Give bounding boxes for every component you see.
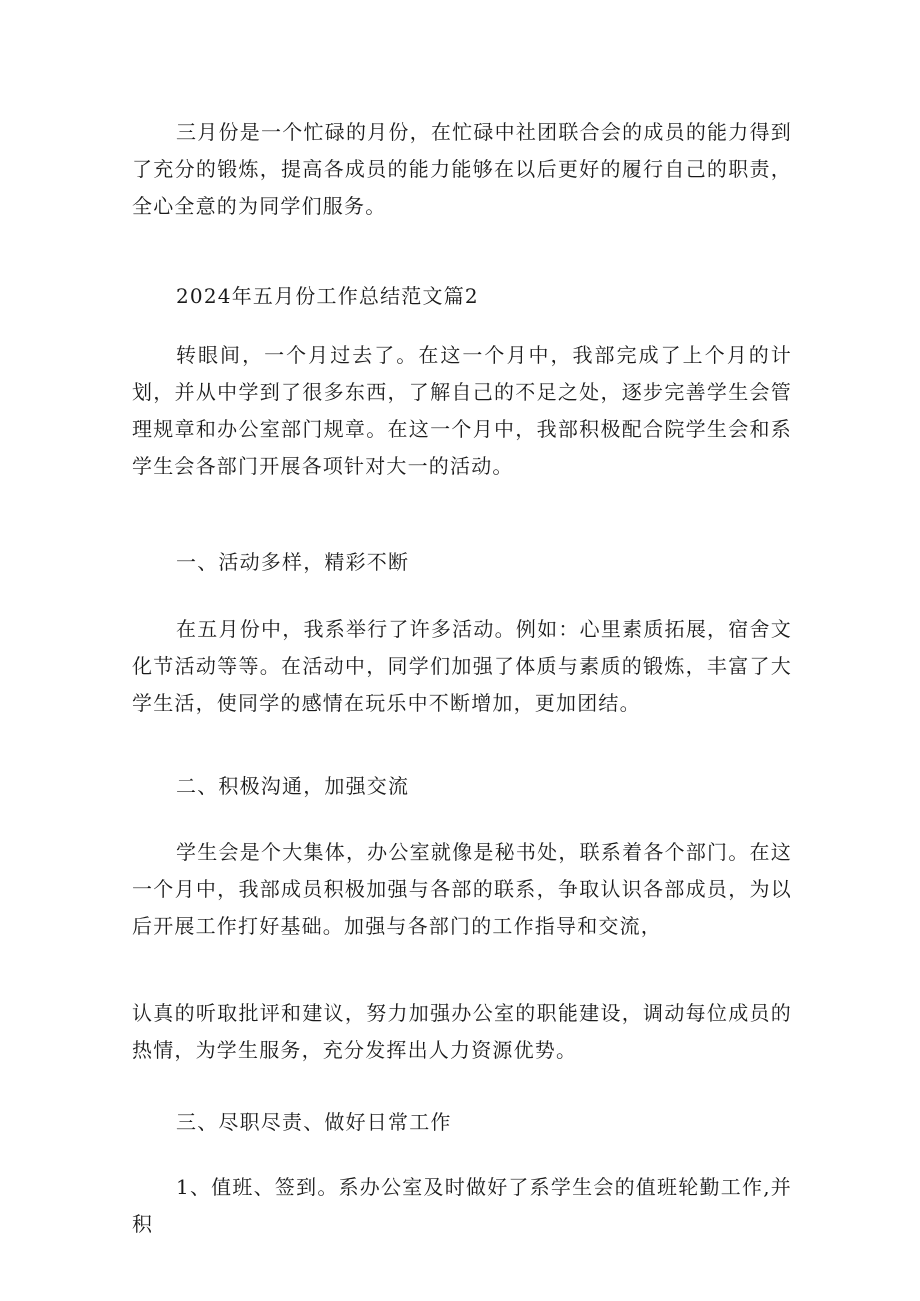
paragraph-march-summary: 三月份是一个忙碌的月份，在忙碌中社团联合会的成员的能力得到了充分的锻炼，提高各成员的能力能够在以后更好的履行自己的职责，全心全意的为同学们服务。 [132,120,792,218]
paragraph-duty-signin: 1、值班、签到。系办公室及时做好了系学生会的值班轮勤工作,并积 [132,1175,792,1236]
section-title-article-2: 2024年五月份工作总结范文篇2 [176,284,479,308]
paragraph-communication: 学生会是个大集体，办公室就像是秘书处，联系着各个部门。在这一个月中，我部成员积极加强与各部的联系，争取认识各部成员，为以后开展工作打好基础。加强与各部门的工作指导和交流， [132,840,792,938]
heading-daily-work: 三、尽职尽责、做好日常工作 [176,1110,452,1134]
heading-activities: 一、活动多样，精彩不断 [176,550,410,574]
heading-communication: 二、积极沟通，加强交流 [176,774,410,798]
paragraph-month-overview: 转眼间，一个月过去了。在这一个月中，我部完成了上个月的计划，并从中学到了很多东西，了解自己的不足之处，逐步完善学生会管理规章和办公室部门规章。在这一个月中，我部积极配合院学生会和系学生会各部门开展各项针对大一的活动。 [132,343,792,478]
paragraph-activities: 在五月份中，我系举行了许多活动。例如：心里素质拓展，宿舍文化节活动等等。在活动中，同学们加强了体质与素质的锻炼，丰富了大学生活，使同学的感情在玩乐中不断增加，更加团结。 [132,617,792,715]
paragraph-feedback: 认真的听取批评和建议，努力加强办公室的职能建设，调动每位成员的热情，为学生服务，充分发挥出人力资源优势。 [132,1001,792,1062]
